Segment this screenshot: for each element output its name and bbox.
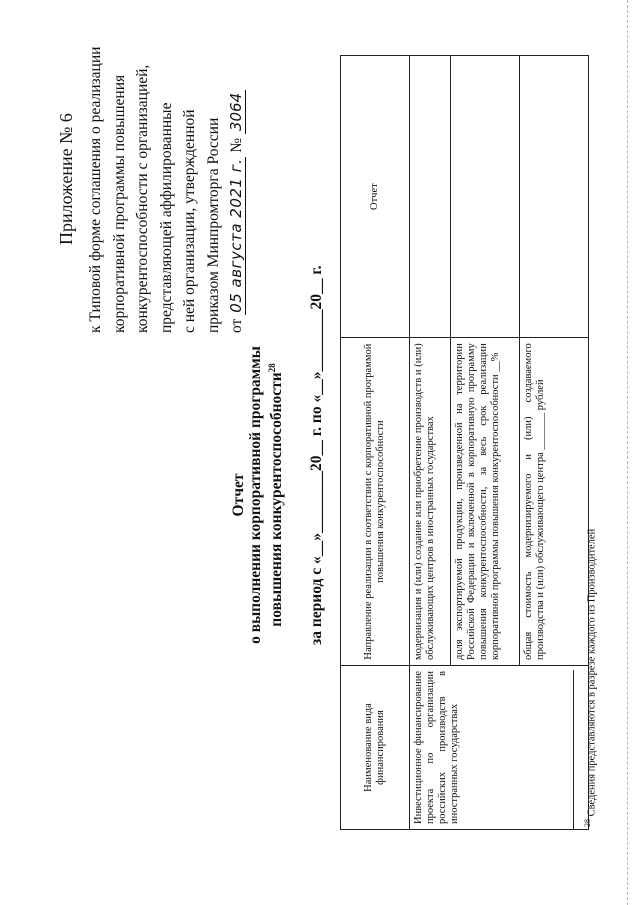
report-title-block <box>230 235 285 755</box>
form-reference-line: представляющей аффилированные <box>157 102 175 333</box>
form-reference-block <box>84 13 249 333</box>
report-title: Отчет <box>230 473 247 517</box>
report-cell[interactable] <box>451 56 520 338</box>
footnote-text: Сведения представляются в разрезе каждого из Производителей <box>586 528 598 817</box>
report-cell[interactable] <box>520 56 589 338</box>
header-financing-type: Наименование вида финансирования <box>341 665 410 829</box>
appendix-number: Приложение № 6 <box>56 113 76 245</box>
footnote-mark: 28 <box>583 819 592 827</box>
scan-edge-line <box>627 0 628 905</box>
report-cell[interactable] <box>410 56 451 338</box>
table-row <box>410 56 451 830</box>
header-direction: Направление реализации в соответствии с корпоративной программой повышения конкурентоспособности <box>341 338 410 666</box>
report-subtitle-text: повышения конкурентоспособности <box>268 372 286 627</box>
direction-cell: доля экспортируемой продукции, произведенной на территории Российской Федерации и включенной в корпоративную программу повышения конкурентоспособности, за весь срок реализации корпоративной программы повышения конкурентоспособности __% <box>451 338 520 666</box>
order-number-prefix: № <box>228 137 245 153</box>
table-header-row <box>341 56 410 830</box>
form-reference-line: конкурентоспособности с организацией, <box>134 64 151 333</box>
form-reference-line: с ней организации, утвержденной <box>181 109 198 333</box>
report-subtitle-line2 <box>264 235 285 755</box>
header-report: Отчет <box>341 56 410 338</box>
form-reference-line: приказом Минпромторга России <box>204 117 222 333</box>
form-reference-line: корпоративной программы повышения <box>110 74 128 333</box>
order-date-handwritten: 05 августа 2021 г. <box>227 158 245 313</box>
direction-cell: модернизация и (или) создание или приобретение производств и (или) обслуживающих центров в иностранных государствах <box>410 338 451 666</box>
report-subtitle-line1: о выполнении корпоративной программы <box>247 346 264 644</box>
order-prefix: от <box>228 318 245 333</box>
direction-cell: общая стоимость модернизируемого и (или) создаваемого производства и (или) обслуживающего центра _______ рублей <box>520 338 589 666</box>
form-reference-line: к Типовой форме соглашения о реализации <box>87 46 104 333</box>
order-number-handwritten: 3064 <box>227 90 246 134</box>
footnote-reference: 28 <box>267 363 277 373</box>
report-period: за период с «__»________20__ г. по «__»________20__ г. <box>308 265 325 645</box>
footnote-separator <box>573 670 574 830</box>
footnote <box>583 529 598 827</box>
financing-type-cell: Инвестиционное финансирование проекта по организации российских производств в иностранных государствах <box>410 665 589 829</box>
report-table <box>340 55 589 830</box>
